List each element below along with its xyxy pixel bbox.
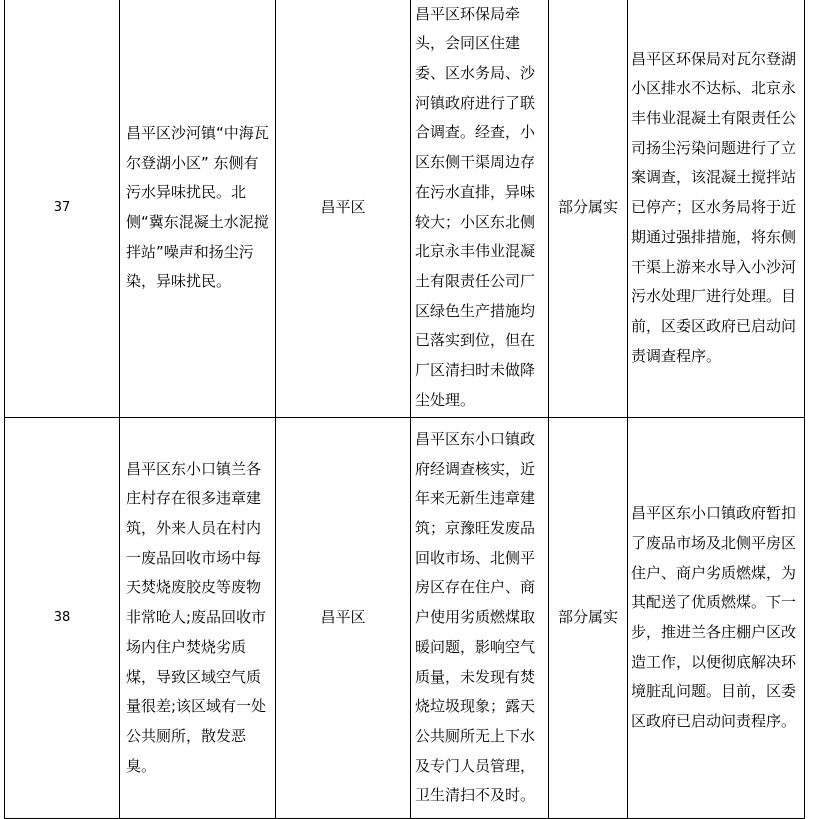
investigation-result: 昌平区环保局牵头，会同区住建委、区水务局、沙河镇政府进行了联合调查。经查，小区东侧干渠周边存在污水直排，异味较大；小区东北侧北京永丰伟业混凝土有限责任公司厂区绿色生产措施均已落实到位，但在厂区清扫时未做降尘处理。 xyxy=(415,4,536,409)
complaint-content: 昌平区沙河镇“中海瓦尔登湖小区” 东侧有污水异味扰民。北侧“冀东混凝土水泥搅拌站”噪声和扬尘污染，异味扰民。 xyxy=(126,123,269,291)
row-number-cell xyxy=(5,0,120,418)
region-cell xyxy=(276,418,411,819)
table-row xyxy=(5,418,805,819)
complaint-content: 昌平区东小口镇兰各庄村存在很多违章建筑，外来人员在村内一废品回收市场中每天焚烧废胶皮等废物非常呛人;废品回收市场内住户焚烧劣质煤，导致区域空气质量很差;该区域有一处公共厕所，散发恶臭。 xyxy=(126,459,267,775)
row-number-cell xyxy=(5,418,120,819)
handling: 昌平区环保局对瓦尔登湖小区排水不达标、北京永丰伟业混凝土有限责任公司扬尘污染问题进行了立案调查，该混凝土搅拌站已停产；区水务局将于近期通过强排措施，将东侧干渠上游来水导入小沙河污水处理厂进行处理。目前，区委区政府已启动问责调查程序。 xyxy=(631,49,797,365)
row-number: 37 xyxy=(53,200,71,216)
verdict: 部分属实 xyxy=(557,608,618,627)
handling-cell xyxy=(628,0,805,418)
row-number: 38 xyxy=(53,610,71,626)
investigation-result-cell xyxy=(411,418,549,819)
verdict-cell xyxy=(549,418,628,819)
region-cell xyxy=(276,0,411,418)
region: 昌平区 xyxy=(320,198,366,217)
handling: 昌平区东小口镇政府暂扣了废品市场及北侧平房区住户、商户劣质燃煤，为其配送了优质燃煤。下一步，推进兰各庄棚户区改造工作，以便彻底解决环境脏乱问题。目前，区委区政府已启动问责程序。 xyxy=(631,504,797,731)
complaint-table xyxy=(4,0,805,819)
complaint-content-cell xyxy=(120,418,276,819)
verdict: 部分属实 xyxy=(557,198,618,217)
investigation-result: 昌平区东小口镇政府经调查核实，近年来无新生违章建筑；京豫旺发废品回收市场、北侧平房区存在住户、商户使用劣质燃煤取暖问题，影响空气质量，未发现有焚烧垃圾现象；露天公共厕所无上下水及专门人员管理，卫生清扫不及时。 xyxy=(415,429,536,805)
verdict-cell xyxy=(549,0,628,418)
complaint-content-cell xyxy=(120,0,276,418)
investigation-result-cell xyxy=(411,0,549,418)
table-row xyxy=(5,0,805,418)
handling-cell xyxy=(628,418,805,819)
region: 昌平区 xyxy=(320,608,366,627)
